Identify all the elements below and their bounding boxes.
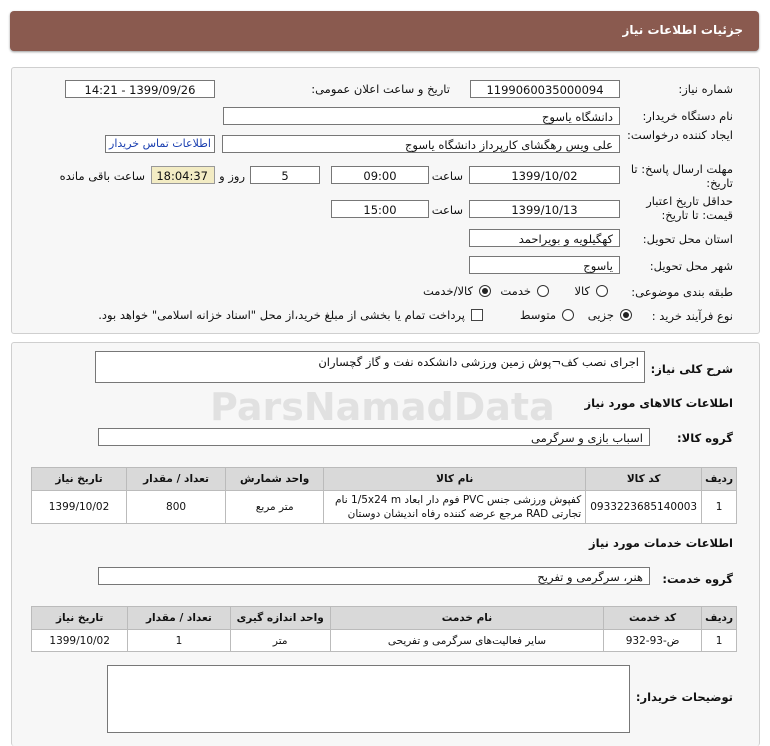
process-radio-medium[interactable] bbox=[562, 309, 574, 321]
announce-label: تاریخ و ساعت اعلان عمومی: bbox=[311, 82, 450, 96]
goods-cell-name: کفپوش ورزشی جنس PVC فوم دار ابعاد 1/5x24 m نام تجارتی RAD مرجع عرضه کننده رفاه اندیشان دوستان bbox=[324, 491, 586, 524]
services-col-code: کد خدمت bbox=[604, 607, 702, 630]
days-field: 5 bbox=[250, 166, 320, 184]
category-radio-goods-service[interactable] bbox=[479, 285, 491, 297]
goods-cell-qty: 800 bbox=[127, 491, 226, 524]
reply-time-field: 09:00 bbox=[331, 166, 429, 184]
validity-label: حداقل تاریخ اعتبار قیمت: تا تاریخ: bbox=[646, 194, 733, 222]
reply-deadline-label: مهلت ارسال پاسخ: تا تاریخ: bbox=[630, 162, 733, 190]
summary-label: شرح کلی نیاز: bbox=[650, 362, 733, 376]
goods-col-qty: تعداد / مقدار bbox=[127, 468, 226, 491]
validity-date-field: 1399/10/13 bbox=[469, 200, 620, 218]
remaining-label: ساعت باقی مانده bbox=[59, 169, 145, 183]
requester-label: ایجاد کننده درخواست: bbox=[627, 128, 733, 142]
days-label: روز و bbox=[219, 169, 245, 183]
goods-col-unit: واحد شمارش bbox=[226, 468, 324, 491]
category-radio-service[interactable] bbox=[537, 285, 549, 297]
province-field: کهگیلویه و بویراحمد bbox=[469, 229, 620, 247]
goods-col-row: ردیف bbox=[702, 468, 737, 491]
buyer-notes-box bbox=[107, 665, 630, 733]
table-row bbox=[32, 630, 737, 652]
need-number-field: 1199060035000094 bbox=[470, 80, 620, 98]
services-col-unit: واحد اندازه گیری bbox=[230, 607, 330, 630]
category-option-goods-service: کالا/خدمت bbox=[422, 284, 473, 298]
category-radio-goods[interactable] bbox=[596, 285, 608, 297]
services-cell-name: سایر فعالیت‌های سرگرمی و تفریحی bbox=[330, 630, 603, 652]
remaining-time-field: 18:04:37 bbox=[151, 166, 215, 184]
services-table-header bbox=[32, 607, 737, 630]
summary-field bbox=[95, 351, 645, 383]
services-cell-date: 1399/10/02 bbox=[32, 630, 128, 652]
services-cell-row: 1 bbox=[702, 630, 737, 652]
validity-time-label: ساعت bbox=[431, 203, 463, 217]
service-group-label: گروه خدمت: bbox=[662, 572, 733, 586]
buyer-notes-label: توضیحات خریدار: bbox=[635, 690, 733, 704]
table-row bbox=[32, 491, 737, 524]
services-table bbox=[31, 606, 737, 652]
services-cell-code: ض-93-932 bbox=[604, 630, 702, 652]
announce-field: 1399/09/26 - 14:21 bbox=[65, 80, 215, 98]
goods-group-label: گروه کالا: bbox=[677, 431, 733, 445]
goods-col-name: نام کالا bbox=[324, 468, 586, 491]
requester-field: علی ویس رهگشای کارپرداز دانشگاه یاسوج bbox=[222, 135, 620, 153]
watermark-text: ParsNamadData bbox=[210, 385, 555, 429]
process-option-medium: متوسط bbox=[519, 308, 556, 322]
process-radio-minor[interactable] bbox=[620, 309, 632, 321]
goods-cell-date: 1399/10/02 bbox=[32, 491, 127, 524]
goods-col-code: کد کالا bbox=[586, 468, 702, 491]
service-group-field: هنر، سرگرمی و تفریح bbox=[98, 567, 650, 585]
goods-group-field: اسباب بازی و سرگرمی bbox=[98, 428, 650, 446]
contact-buyer-button[interactable]: اطلاعات تماس خریدار bbox=[105, 135, 215, 153]
page-header bbox=[10, 11, 759, 51]
goods-col-date: تاریخ نیاز bbox=[32, 468, 127, 491]
goods-cell-unit: متر مربع bbox=[226, 491, 324, 524]
reply-date-field: 1399/10/02 bbox=[469, 166, 620, 184]
category-label: طبقه بندی موضوعی: bbox=[631, 285, 733, 299]
category-option-goods: کالا bbox=[574, 284, 590, 298]
treasury-payment-note: پرداخت تمام یا بخشی از مبلغ خرید،از محل "اسناد خزانه اسلامی" خواهد بود. bbox=[98, 308, 465, 322]
services-col-row: ردیف bbox=[702, 607, 737, 630]
page-title: جزئیات اطلاعات نیاز bbox=[622, 23, 743, 37]
summary-text: اجرای نصب کف¬پوش زمین ورزشی دانشکده نفت و گاز گچساران bbox=[318, 355, 639, 369]
services-cell-unit: متر bbox=[230, 630, 330, 652]
services-col-date: تاریخ نیاز bbox=[32, 607, 128, 630]
province-label: استان محل تحویل: bbox=[642, 232, 733, 246]
services-col-name: نام خدمت bbox=[330, 607, 603, 630]
goods-section-title: اطلاعات کالاهای مورد نیاز bbox=[584, 396, 733, 410]
buyer-org-label: نام دستگاه خریدار: bbox=[642, 109, 733, 123]
services-col-qty: تعداد / مقدار bbox=[128, 607, 230, 630]
process-label: نوع فرآیند خرید : bbox=[651, 309, 733, 323]
reply-time-label: ساعت bbox=[431, 169, 463, 183]
treasury-payment-checkbox[interactable] bbox=[471, 309, 483, 321]
goods-table-header bbox=[32, 468, 737, 491]
city-label: شهر محل تحویل: bbox=[649, 259, 733, 273]
validity-time-field: 15:00 bbox=[331, 200, 429, 218]
process-option-minor: جزیی bbox=[587, 308, 614, 322]
goods-cell-row: 1 bbox=[702, 491, 737, 524]
category-option-service: خدمت bbox=[500, 284, 531, 298]
city-field: یاسوج bbox=[469, 256, 620, 274]
services-cell-qty: 1 bbox=[128, 630, 230, 652]
services-section-title: اطلاعات خدمات مورد نیاز bbox=[589, 536, 733, 550]
need-number-label: شماره نیاز: bbox=[678, 82, 733, 96]
goods-table bbox=[31, 467, 737, 524]
goods-cell-code: 0933223685140003 bbox=[586, 491, 702, 524]
buyer-org-field: دانشگاه یاسوج bbox=[223, 107, 620, 125]
